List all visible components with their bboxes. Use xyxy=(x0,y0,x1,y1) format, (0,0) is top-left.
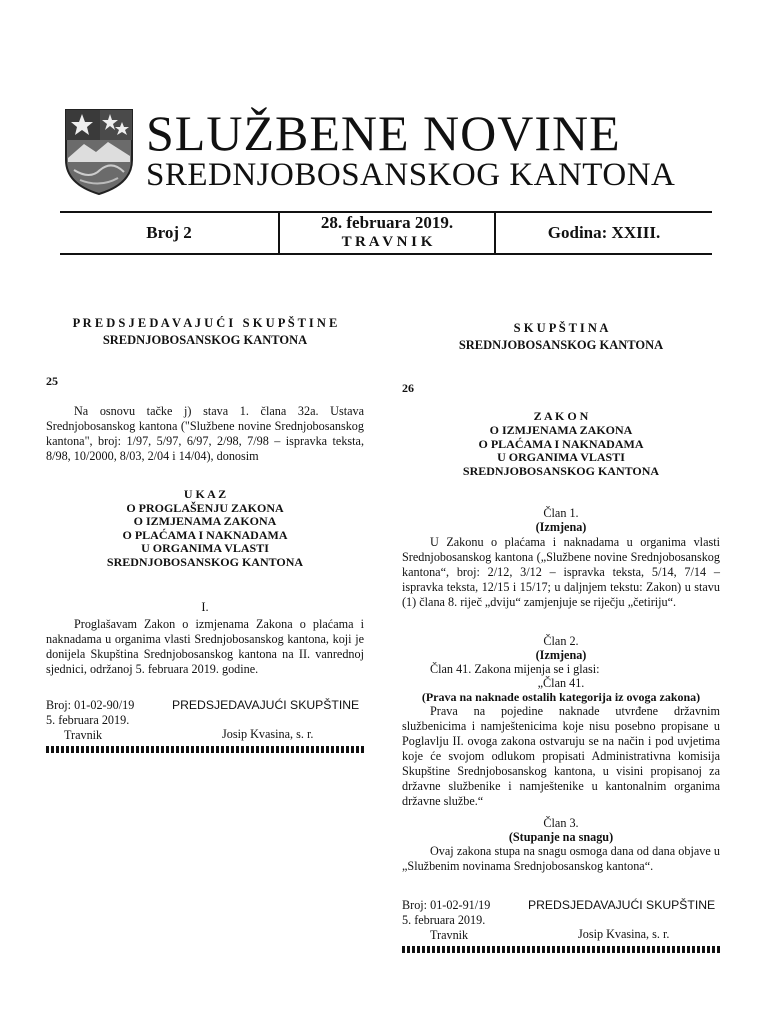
decree-title-line: U K A Z xyxy=(183,487,227,501)
article-2-quote-subtitle: (Prava na naknade ostalih kategorija iz ovoga zakona) xyxy=(421,690,701,704)
right-signature-title: PREDSJEDAVAJUĆI SKUPŠTINE xyxy=(528,898,716,912)
decree-title-line: O PROGLAŠENJU ZAKONA xyxy=(126,500,284,515)
law-title-line: O IZMJENAMA ZAKONA xyxy=(489,422,633,437)
issue-number: Broj 2 xyxy=(146,223,192,242)
reference-number: Broj: 01-02-90/19 xyxy=(46,698,135,712)
right-end-separator xyxy=(402,946,720,953)
issue-year: Godina: XXIII. xyxy=(547,223,661,242)
masthead-title: SLUŽBENE NOVINE xyxy=(146,105,621,161)
coat-of-arms-emblem xyxy=(60,100,138,196)
left-act-number: 25 xyxy=(46,374,58,388)
law-title-line: SREDNJOBOSANSKOG KANTONA xyxy=(462,464,660,479)
left-signer-name: Josip Kvasina, s. r. xyxy=(222,727,314,741)
left-reference xyxy=(46,698,134,743)
article-2-body: Prava na pojedine naknade utvrđene državnim službenicima i namještenicima koje nisu posebno propisane u Poglavlju II. ovoga zakona ostvaruju se na način i pod uvjetima koje će svojom odlukom propisati Administrativna komisija Skupštine Srednjobosanskog kantona, u visini propisanoj za državne službenike i namještenike u kantonalnim organima državne službe.“ xyxy=(402,704,720,808)
left-intro-paragraph: Na osnovu tačke j) stava 1. člana 32a. Ustava Srednjobosanskog kantona ("Službene novine Srednjobosanskog kantona", broj: 1/97, 5/97, 6/97, 2/98, 7/98 – ispravka teksta, 8/98, 10/2000, 8/03, 2/04 i 14/04), donosim xyxy=(46,404,364,463)
law-title-line: O PLAĆAMA I NAKNADAMA xyxy=(478,436,644,451)
decree-title-line: U ORGANIMA VLASTI xyxy=(141,541,269,555)
left-org-line1: P R E D S J E D A V A J U Ć I S K U P Š T I N E xyxy=(72,316,338,330)
law-title-line: U ORGANIMA VLASTI xyxy=(497,450,625,465)
issue-date: 28. februara 2019. xyxy=(320,213,454,232)
right-law-title xyxy=(402,410,720,479)
article-1-subtitle: (Izmjena) xyxy=(535,520,587,534)
right-signer-name: Josip Kvasina, s. r. xyxy=(578,927,670,941)
reference-date: 5. februara 2019. xyxy=(46,713,130,727)
left-signature-title: PREDSJEDAVAJUĆI SKUPŠTINE xyxy=(172,698,360,712)
left-org-line2: SREDNJOBOSANSKOG KANTONA xyxy=(102,333,308,347)
article-2-title: Član 2. xyxy=(543,634,579,648)
left-section-number: I. xyxy=(201,600,209,614)
reference-place: Travnik xyxy=(430,928,469,942)
decree-title-line: O IZMJENAMA ZAKONA xyxy=(133,514,277,528)
issue-city: T R A V N I K xyxy=(341,234,433,250)
article-2-intro: Član 41. Zakona mijenja se i glasi: xyxy=(430,662,600,676)
right-org-line2: SREDNJOBOSANSKOG KANTONA xyxy=(458,338,664,352)
right-org-line1: S K U P Š T I N A xyxy=(513,321,609,335)
article-3-subtitle: (Stupanje na snagu) xyxy=(508,830,614,844)
reference-place: Travnik xyxy=(64,728,103,742)
right-act-number: 26 xyxy=(402,381,414,395)
reference-number: Broj: 01-02-91/19 xyxy=(402,898,491,912)
decree-title-line: SREDNJOBOSANSKOG KANTONA xyxy=(106,554,304,569)
article-2-subtitle: (Izmjena) xyxy=(535,648,587,662)
reference-date: 5. februara 2019. xyxy=(402,913,486,927)
left-end-separator xyxy=(46,746,364,753)
article-3-body: Ovaj zakona stupa na snagu osmoga dana od dana objave u „Službenim novinama Srednjobosanskog kantona“. xyxy=(402,844,720,873)
article-1-body: U Zakonu o plaćama i naknadama u organima vlasti Srednjobosanskog kantona („Službene novine Srednjobosanskog kantona“, broj: 2/12, 3/12 – ispravka teksta, 5/14, 7/14 – ispravka teksta, 12/15 i 15/17; u daljnjem tekstu: Zakon) u stavu (1) člana 8. riječ „dviju“ zamjenjuje se riječju „četiriju“. xyxy=(402,535,720,609)
header-bottom-rule xyxy=(60,253,712,255)
masthead-subtitle: SREDNJOBOSANSKOG KANTONA xyxy=(146,157,676,193)
article-2-quote-title: „Član 41. xyxy=(537,676,585,690)
article-3-title: Član 3. xyxy=(543,816,579,830)
left-body-paragraph: Proglašavam Zakon o izmjenama Zakona o plaćama i naknadama u organima vlasti Srednjobosanskog kantona, koji je donijela Skupština Srednjobosanskog kantona na II. vanrednoj sjednici, održanoj 5. februara 2019. godine. xyxy=(46,617,364,676)
right-reference xyxy=(402,898,490,943)
decree-title-line: O PLAĆAMA I NAKNADAMA xyxy=(122,527,288,542)
law-title-line: Z A K O N xyxy=(533,409,589,423)
left-decree-title xyxy=(46,488,364,569)
article-1-title: Član 1. xyxy=(543,506,579,520)
